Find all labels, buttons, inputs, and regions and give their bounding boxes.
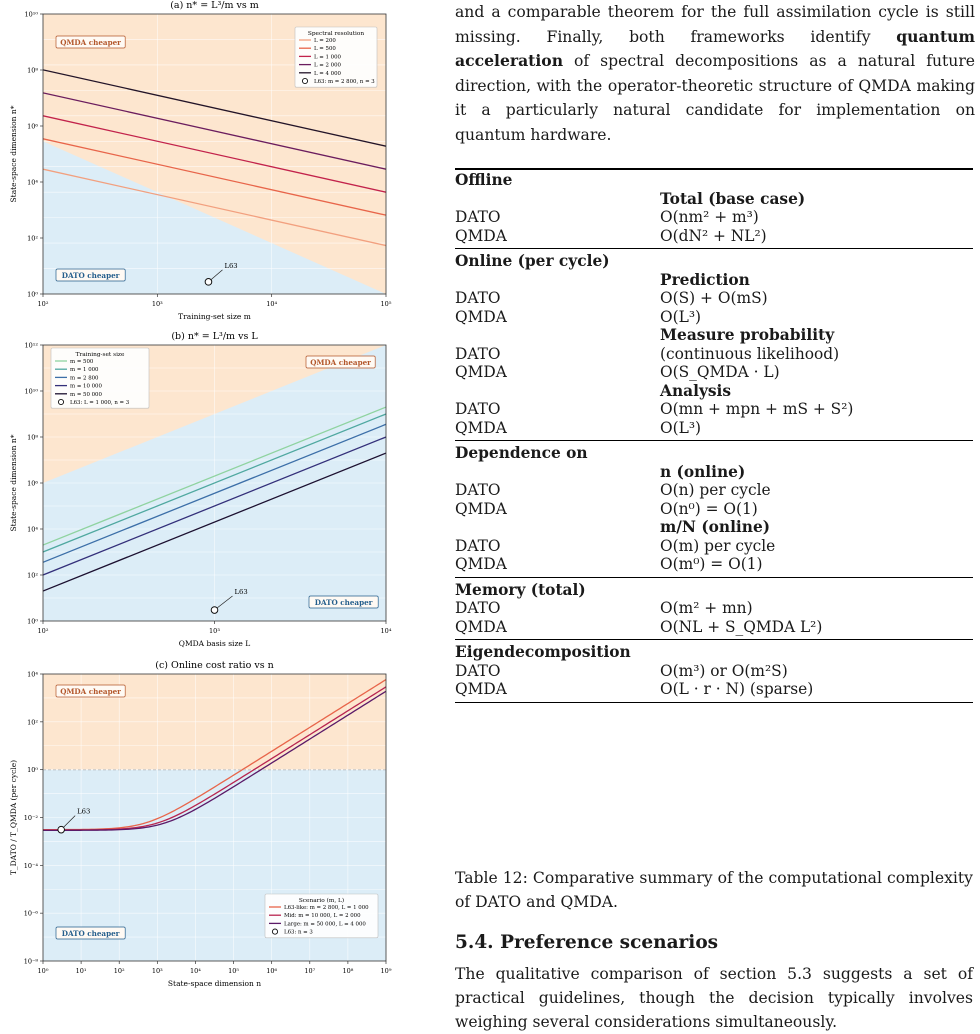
table-cell-value: Measure probability	[660, 326, 835, 344]
table-subheader-row	[455, 271, 973, 290]
table-row	[455, 662, 973, 681]
table-cell-label: QMDA	[455, 307, 507, 326]
x-tick-label: 10⁴	[266, 300, 278, 308]
dato-cheaper-label	[56, 269, 125, 281]
table-cell-value: O(mn + mpn + mS + S²)	[660, 400, 854, 418]
table-cell-label: QMDA	[455, 363, 507, 381]
x-tick-label: 10⁹	[380, 967, 392, 975]
table-cell-value: O(n⁰) = O(1)	[660, 499, 758, 518]
svg-text:DATO cheaper: DATO cheaper	[61, 271, 120, 280]
x-tick-label: 10³	[151, 967, 163, 975]
y-tick-label: 10²	[27, 571, 38, 580]
table-cell-label: DATO	[455, 599, 501, 617]
legend-entry: Large: m = 50 000, L = 4 000	[284, 921, 366, 928]
table-cell-label: Dependence on	[455, 444, 588, 462]
chart-title: (b) n* = L³/m vs L	[171, 331, 258, 342]
table-cell-value: Prediction	[660, 270, 750, 289]
y-tick-label: 10⁻²	[23, 814, 38, 822]
qmda-cheaper-label	[56, 36, 125, 48]
table-caption: Table 12: Comparative summary of the computational complexity of DATO and QMDA.	[455, 869, 973, 911]
y-tick-label: 10¹²	[24, 341, 38, 350]
table-cell-value: O(nm² + m³)	[660, 208, 759, 226]
table-cell-value: O(m³) or O(m²S)	[660, 661, 788, 680]
legend	[51, 348, 149, 408]
table-subheader-row	[455, 518, 973, 537]
table-cell-label	[455, 271, 660, 290]
x-tick-label: 10²	[37, 300, 49, 308]
x-tick-label: 10³	[209, 627, 220, 635]
y-tick-label: 10⁻⁶	[23, 909, 38, 918]
dato-cheaper-label	[309, 596, 378, 608]
y-tick-label: 10⁸	[27, 433, 38, 442]
legend-marker	[58, 399, 63, 404]
table-cell-label: QMDA	[455, 680, 507, 698]
marker-label: L63	[77, 807, 91, 816]
table-row	[455, 618, 973, 637]
svg-text:QMDA cheaper: QMDA cheaper	[60, 38, 121, 47]
table-row	[455, 555, 973, 574]
x-tick-label: 10¹	[75, 967, 87, 975]
intro-paragraph	[455, 0, 975, 148]
marker-label: L63	[234, 588, 248, 597]
table-cell-value: O(m) per cycle	[660, 536, 776, 555]
table-subheader-row	[455, 463, 973, 482]
chart-title: (a) n* = L³/m vs m	[170, 0, 259, 11]
table-row	[455, 400, 973, 419]
legend-entry: m = 50 000	[70, 391, 102, 398]
table-cell-label: QMDA	[455, 555, 507, 573]
table-cell-label: Eigendecomposition	[455, 643, 631, 661]
legend-entry: m = 500	[70, 359, 94, 365]
table-cell-label: Online (per cycle)	[455, 252, 610, 270]
table-cell-value: O(L · r · N) (sparse)	[660, 680, 814, 698]
qmda-cheaper-label	[56, 685, 125, 697]
svg-text:DATO cheaper: DATO cheaper	[61, 929, 120, 938]
y-tick-label: 10⁶	[27, 122, 38, 131]
section-title: 5.4. Preference scenarios	[455, 932, 719, 953]
x-tick-label: 10⁸	[342, 967, 354, 975]
table-cell-value: n (online)	[660, 462, 746, 481]
legend-marker	[302, 78, 307, 83]
table-row	[455, 500, 973, 519]
y-tick-label: 10⁰	[27, 290, 38, 299]
table-cell-label: DATO	[455, 536, 501, 555]
chart-title: (c) Online cost ratio vs n	[155, 660, 274, 671]
table-cell-value: Analysis	[660, 381, 732, 400]
table-cell-label: DATO	[455, 481, 501, 499]
y-axis-label: T_DATO / T_QMDA (per cycle)	[9, 759, 18, 876]
x-tick-label: 10⁵	[380, 300, 392, 308]
l63-marker	[205, 279, 212, 286]
table-group-row	[455, 577, 973, 599]
table-cell-value: (continuous likelihood)	[660, 344, 840, 363]
table-cell-value: O(L³)	[660, 307, 702, 326]
table-group-row	[455, 168, 973, 190]
table-cell-value: Total (base case)	[660, 189, 806, 208]
table-row	[455, 345, 973, 364]
chart-a	[0, 0, 400, 322]
table-cell-label: QMDA	[455, 418, 507, 437]
table-cell-label: DATO	[455, 400, 501, 418]
table-cell-label: QMDA	[455, 499, 507, 518]
table-cell-label: DATO	[455, 344, 501, 363]
legend-entry: L63: n = 3	[284, 929, 313, 936]
y-tick-label: 10¹⁰	[24, 10, 38, 19]
y-tick-label: 10¹⁰	[24, 387, 38, 396]
legend-entry: m = 2 800	[70, 375, 99, 382]
table-row	[455, 481, 973, 500]
y-tick-label: 10⁴	[27, 525, 38, 534]
x-tick-label: 10²	[37, 627, 49, 635]
table-cell-value: O(m⁰) = O(1)	[660, 555, 763, 573]
legend-entry: L = 500	[314, 46, 336, 53]
legend	[265, 894, 378, 938]
x-axis-label: Training-set size m	[178, 312, 251, 321]
y-tick-label: 10⁰	[27, 766, 38, 775]
x-tick-label: 10²	[113, 967, 125, 975]
legend-entry: L63: L = 1 000, n = 3	[70, 400, 130, 406]
table-cell-label: DATO	[455, 208, 501, 226]
x-tick-label: 10⁴	[380, 627, 392, 635]
x-axis-label: QMDA basis size L	[178, 639, 251, 648]
legend-entry: L = 2 000	[314, 62, 341, 69]
table-cell-label	[455, 518, 660, 537]
x-tick-label: 10⁵	[228, 967, 240, 975]
y-tick-label: 10⁴	[27, 670, 38, 679]
y-tick-label: 10⁶	[27, 479, 38, 488]
legend-entry: L63-like: m = 2 800, L = 1 000	[284, 905, 369, 911]
y-tick-label: 10⁻⁴	[23, 861, 38, 870]
x-tick-label: 10⁷	[304, 967, 316, 975]
table-row	[455, 227, 973, 246]
svg-text:DATO cheaper: DATO cheaper	[314, 598, 373, 607]
chart-c	[0, 656, 400, 1000]
x-tick-label: 10⁰	[37, 967, 49, 975]
table-row	[455, 599, 973, 618]
table-rule	[455, 699, 973, 703]
table-row	[455, 680, 973, 699]
intro-run-2: of spectral decompositions as a natural future direction, with the operator-theoretic structure of QMDA making it a particularly natural candidate for implementation on quantum hardware.	[455, 52, 975, 144]
x-axis-label: State-space dimension n	[167, 979, 262, 988]
table-cell-value: O(S) + O(mS)	[660, 289, 768, 307]
intro-block	[455, 0, 975, 148]
table-row	[455, 208, 973, 227]
section-paragraph: The qualitative comparison of section 5.3 suggests a set of practical guidelines, though the decision typically involves weighing several considerations simultaneously.	[455, 965, 973, 1031]
legend-entry: L = 4 000	[314, 70, 341, 77]
table-subheader-row	[455, 190, 973, 209]
table-cell-label	[455, 190, 660, 209]
legend-entry: m = 10 000	[70, 383, 102, 390]
legend-entry: Mid: m = 10 000, L = 2 000	[284, 913, 361, 920]
dato-cheaper-label	[56, 927, 125, 939]
legend-title: Spectral resolution	[307, 31, 365, 37]
y-axis-label: State-space dimension n*	[9, 434, 18, 532]
x-tick-label: 10⁶	[266, 967, 278, 975]
table-cell-label: Memory (total)	[455, 580, 586, 599]
table-cell-value: O(m² + mn)	[660, 599, 753, 617]
intro-run-0: and a comparable theorem for the full assimilation cycle is still missing. Finally, both frameworks identify	[455, 3, 975, 46]
table-cell-value: O(n) per cycle	[660, 481, 771, 499]
legend-title: Scenario (m, L)	[298, 898, 345, 904]
y-tick-label: 10⁴	[27, 178, 38, 187]
legend-title: Training-set size	[75, 352, 125, 358]
table-cell-label: QMDA	[455, 226, 507, 245]
table-cell-label: DATO	[455, 289, 501, 307]
y-tick-label: 10⁸	[27, 66, 38, 75]
qmda-cheaper-label	[306, 356, 375, 368]
y-tick-label: 10⁰	[27, 617, 38, 626]
complexity-table	[455, 168, 973, 703]
l63-marker	[211, 607, 218, 614]
table-cell-value: O(NL + S_QMDA L²)	[660, 617, 823, 636]
svg-text:QMDA cheaper: QMDA cheaper	[310, 358, 371, 367]
table-group-row	[455, 441, 973, 463]
table-group-row	[455, 249, 973, 271]
table-subheader-row	[455, 326, 973, 345]
table-row	[455, 363, 973, 382]
table-group-row	[455, 640, 973, 662]
table-cell-value: O(S_QMDA · L)	[660, 363, 780, 381]
l63-marker	[58, 826, 65, 833]
legend-marker	[272, 929, 277, 934]
legend-entry: m = 1 000	[70, 367, 99, 374]
table-cell-value: O(L³)	[660, 418, 702, 437]
legend-entry: L63: m = 2 800, n = 3	[314, 79, 375, 85]
table-row	[455, 289, 973, 308]
legend	[295, 27, 377, 87]
table-cell-label: Offline	[455, 171, 513, 189]
y-axis-label: State-space dimension n*	[9, 105, 18, 203]
chart-b	[0, 330, 400, 652]
svg-text:QMDA cheaper: QMDA cheaper	[60, 687, 121, 696]
table-cell-label: DATO	[455, 661, 501, 680]
legend-entry: L = 200	[314, 38, 336, 44]
table-cell-value: O(dN² + NL²)	[660, 226, 767, 245]
table-cell-label	[455, 463, 660, 482]
table-row	[455, 419, 973, 438]
table-row	[455, 308, 973, 327]
x-tick-label: 10³	[151, 300, 163, 308]
x-tick-label: 10⁴	[189, 967, 201, 975]
intro-run-1: quantum acceleration	[455, 26, 975, 71]
y-tick-label: 10²	[27, 718, 38, 727]
marker-label: L63	[224, 261, 238, 270]
table-row	[455, 537, 973, 556]
table-cell-label	[455, 382, 660, 401]
y-tick-label: 10⁻⁸	[23, 957, 38, 966]
table-cell-value: m/N (online)	[660, 518, 771, 536]
table-cell-label	[455, 326, 660, 345]
table-cell-label: QMDA	[455, 617, 507, 636]
table-subheader-row	[455, 382, 973, 401]
legend-entry: L = 1 000	[314, 54, 341, 61]
y-tick-label: 10²	[27, 234, 38, 243]
